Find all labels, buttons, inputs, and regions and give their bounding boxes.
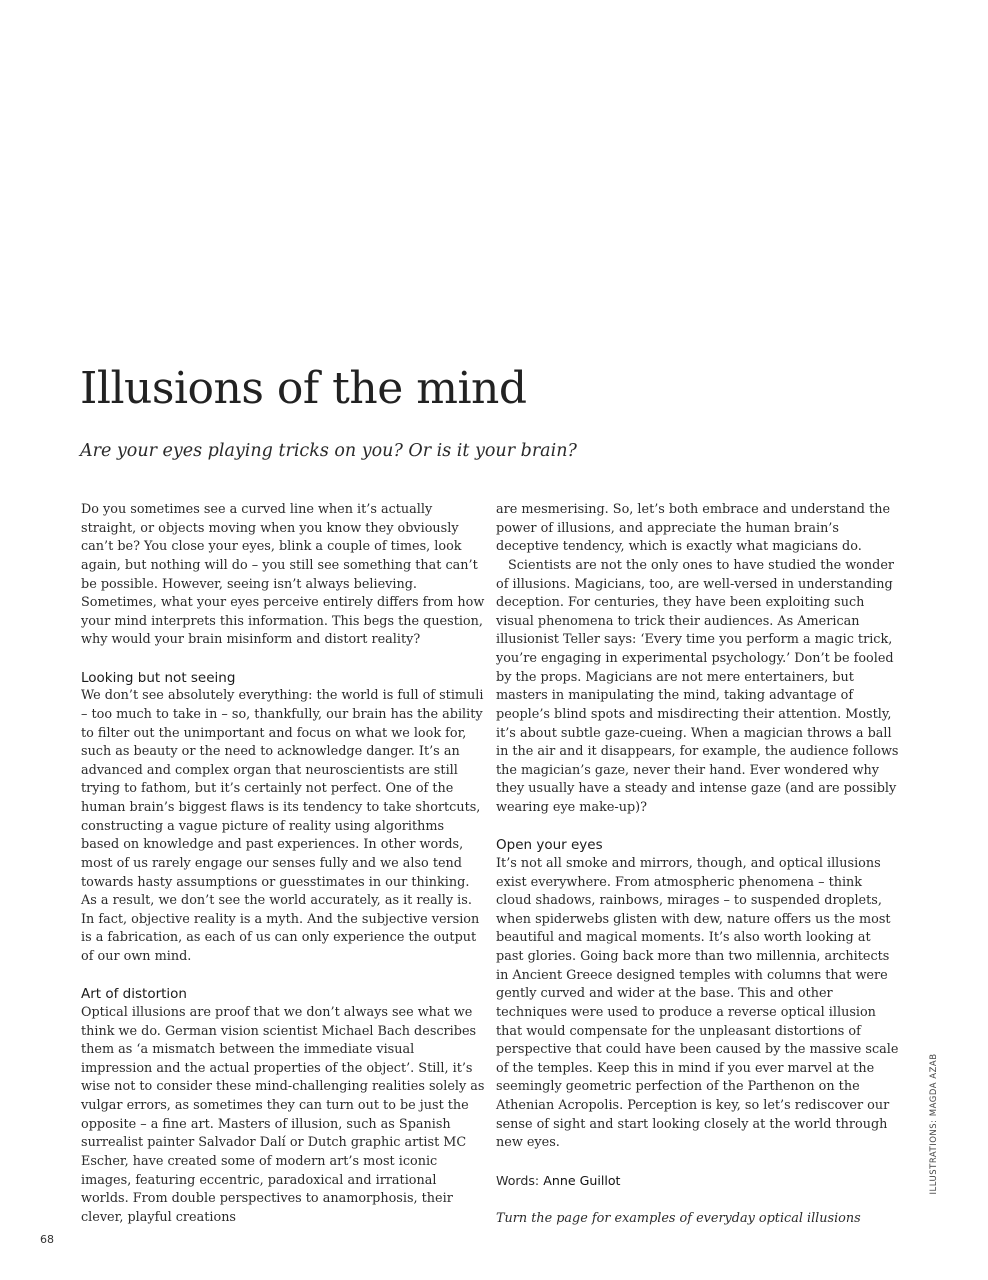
left-column (81, 501, 486, 1227)
section-open-eyes-paragraph: It’s not all smoke and mirrors, though, and optical illusions exist everywhere. From atmospheric phenomena – think cloud shadows, rainbows, mirages – to suspended droplets, when spiderwebs glisten with dew, nature offers us the most beautiful and magical moments. It’s also worth looking at past glories. Going back more than two millennia, architects in Ancient Greece designed temples with columns that were gently curved and wider at the base. This and other techniques were used to produce a reverse optical illusion that would compensate for the unpleasant distortions of perspective that could have been caused by the massive scale of the temples. Keep this in mind if you ever marvel at the seemingly geometric perfection of the Parthenon on the Athenian Acropolis. Perception is key, so let’s rediscover our sense of sight and start looking closely at the world through new eyes. (496, 855, 899, 1151)
section-heading-distortion: Art of distortion (81, 986, 187, 1003)
section-looking-paragraph: We don’t see absolutely everything: the world is full of stimuli – too much to take in – so, thankfully, our brain has the ability to filter out the unimportant and focus on what we look for, such as beauty or the need to acknowledge danger. It’s an advanced and complex organ that neuroscientists are still trying to fathom, but it’s certainly not perfect. One of the human brain’s biggest flaws is its tendency to take shortcuts, constructing a vague picture of reality using algorithms based on knowledge and past experiences. In other words, most of us rarely engage our senses fully and we also tend towards hasty assumptions or guesstimates in our thinking. As a result, we don’t see the world accurately, as it really is. In fact, objective reality is a myth. And the subjective version is a fabrication, as each of us can only experience the output of our own mind. (81, 688, 484, 964)
author-credit (496, 1172, 901, 1192)
section-heading-open-eyes: Open your eyes (496, 837, 603, 854)
distortion-continued-paragraph: are mesmerising. So, let’s both embrace and understand the power of illusions, and appreciate the human brain’s deceptive tendency, which is exactly what magicians do. (496, 502, 891, 555)
next-page-note: Turn the page for examples of everyday optical illusions (496, 1210, 861, 1226)
author-name: Anne Guillot (543, 1172, 621, 1188)
illustration-credit: ILLUSTRATIONS: MAGDA AZAB (929, 1053, 939, 1195)
right-column (496, 501, 901, 1228)
section-distortion-paragraph: Optical illusions are proof that we don’t always see what we think we do. German vision scientist Michael Bach describes them as ‘a mismatch between the immediate visual impression and the actual properties of the object’. Still, it’s wise not to consider these mind-challenging realities solely as vulgar errors, as sometimes they can turn out to be just the opposite – a fine art. Masters of illusion, such as Spanish surrealist painter Salvador Dalí or Dutch graphic artist MC Escher, have created some of modern art’s most iconic images, featuring eccentric, paradoxical and irrational worlds. From double perspectives to anamorphosis, their clever, playful creations (81, 1004, 485, 1225)
article-subtitle: Are your eyes playing tricks on you? Or is it your brain? (80, 441, 577, 461)
article-title: Illusions of the mind (80, 363, 527, 414)
section-heading-looking: Looking but not seeing (81, 669, 236, 686)
magicians-paragraph: Scientists are not the only ones to have studied the wonder of illusions. Magicians, too, are well-versed in understanding deception. For centuries, they have been exploiting such visual phenomena to trick their audiences. As American illusionist Teller says: ‘Every time you perform a magic trick, you’re engaging in experimental psychology.’ Don’t be fooled by the props. Magicians are not mere entertainers, but masters in manipulating the mind, taking advantage of people’s blind spots and misdirecting their attention. Mostly, it’s about subtle gaze-cueing. When a magician throws a ball in the air and it disappears, for example, the audience follows the magician’s gaze, never their hand. Ever wondered why they usually have a steady and intense gaze (and are possibly wearing eye make-up)? (496, 557, 899, 815)
page-number: 68 (40, 1233, 54, 1246)
intro-paragraph: Do you sometimes see a curved line when it’s actually straight, or objects moving when you know they obviously can’t be? You close your eyes, blink a couple of times, look again, but nothing will do – you still see something that can’t be possible. However, seeing isn’t always believing. Sometimes, what your eyes perceive entirely differs from how your mind interprets this information. This begs the question, why would your brain misinform and distort reality? (81, 502, 485, 648)
author-credit-label: Words: (496, 1172, 540, 1188)
